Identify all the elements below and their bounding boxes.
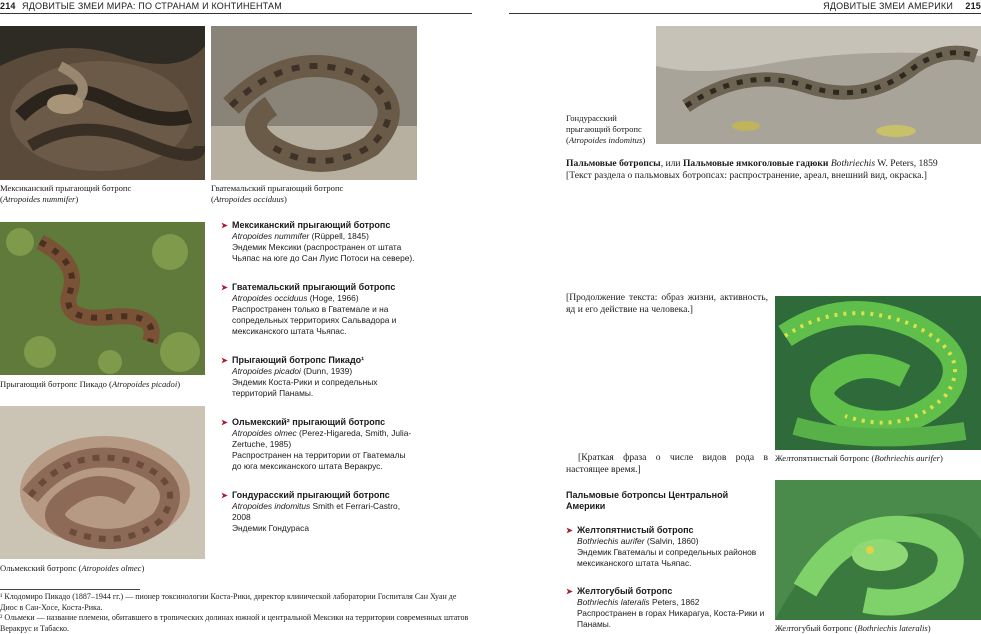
caption-indomitus: Гондурасский прыгающий ботропс (Atropoides indomitus) [566,113,646,145]
species-entry-nummifer: ➤ Мексиканский прыгающий ботропс Atropoides nummifer (Rüppell, 1845) Эндемик Мексики (распространен от штата Чьяпас на юге до Сан Луис Потоси на севере). [221,220,417,264]
species-entry-olmec: ➤ Ольмекский² прыгающий ботропс Atropoides olmec (Perez-Higareda, Smith, Julia-Zertuche, 1985) Распространен на территории от Гватемалы до юга мексиканского штата Веракрус. [221,417,417,472]
footnote-rule [0,589,140,590]
species-entry-aurifer: ➤ Желтопятнистый ботропс Bothriechis aurifer (Salvin, 1860) Эндемик Гватемалы и сопредельных районов мексиканского штата Чьяпас. [566,525,771,569]
intro-paragraph: Пальмовые ботропсы, или Пальмовые ямкоголовые гадюки Bothriechis W. Peters, 1859 [Текст раздела о пальмовых ботропсах: распространение, ареал, внешний вид, окраска.] [566,158,938,181]
species-entry-indomitus: ➤ Гондурасский прыгающий ботропс Atropoides indomitus Smith et Ferrari-Castro, 2008 Эндемик Гондураса [221,490,417,534]
photo-atropoides-nummifer [0,26,205,180]
left-page [0,0,472,634]
photo-atropoides-occiduus [211,26,417,180]
right-page [509,0,981,634]
left-running-head [0,0,472,14]
photo-atropoides-picadoi [0,222,205,375]
species-entry-lateralis: ➤ Желтогубый ботропс Bothriechis lateralis Peters, 1862 Распространен в горах Никарагуа, Коста-Рики и Панамы. [566,586,771,630]
footnotes [0,589,472,634]
footnote-1: ¹ Клодомиро Пикадо (1887–1944 гг.) — пионер токсинологии Коста-Рики, директор клинической лаборатории Госпиталя Сан Хуан де Диос в Сан-Хосе, Коста-Рика. [0,592,457,612]
running-title: ЯДОВИТЫЕ ЗМЕИ АМЕРИКИ [823,1,953,11]
photo-atropoides-olmec [0,406,205,559]
caption-picadoi: Прыгающий ботропс Пикадо (Atropoides picadoi) [0,379,181,389]
species-entry-occiduus: ➤ Гватемальский прыгающий ботропс Atropoides occiduus (Hoge, 1966) Распространен только в Гватемале и на сопредельных территориях Сальвадора и мексиканского штата Чьяпас. [221,282,417,337]
caption-aurifer: Желтопятнистый ботропс (Bothriechis aurifer) [775,453,943,463]
caption-nummifer: Мексиканский прыгающий ботропс (Atropoides nummifer) [0,183,132,204]
footnote-2: ² Ольмеки — название племени, обитавшего в тропических долинах южной и центральной Мексики на территории современных штатов Веракрус и Табаско. [0,613,469,633]
caption-olmec: Ольмекский ботропс (Atropoides olmec) [0,563,145,573]
caption-occiduus: Гватемальский прыгающий ботропс (Atropoides occiduus) [211,183,344,204]
photo-bothriechis-aurifer [775,296,981,450]
body-paragraph-1: [Текст раздела о пальмовых ботропсах: распространение, ареал, внешний вид, окраска.] [566,169,927,181]
right-running-head [509,0,981,14]
photo-bothriechis-lateralis [775,480,981,620]
page-number: 215 [965,1,981,11]
running-title: ЯДОВИТЫЕ ЗМЕИ МИРА: ПО СТРАНАМ И КОНТИНЕНТАМ [22,1,282,11]
body-paragraph-3: [Краткая фраза о числе видов рода в настоящее время.] [566,452,768,475]
photo-atropoides-indomitus [656,26,981,144]
section-heading: Пальмовые ботропсы Центральной Америки [566,490,729,511]
body-paragraph-2: [Продолжение текста: образ жизни, активность, яд и его действие на человека.] [566,292,768,315]
caption-lateralis: Желтогубый ботропс (Bothriechis lateralis) [775,623,931,633]
species-entry-picadoi: ➤ Прыгающий ботропс Пикадо¹ Atropoides picadoi (Dunn, 1939) Эндемик Коста-Рики и сопредельных территорий Панамы. [221,355,417,399]
page-number: 214 [0,1,16,11]
